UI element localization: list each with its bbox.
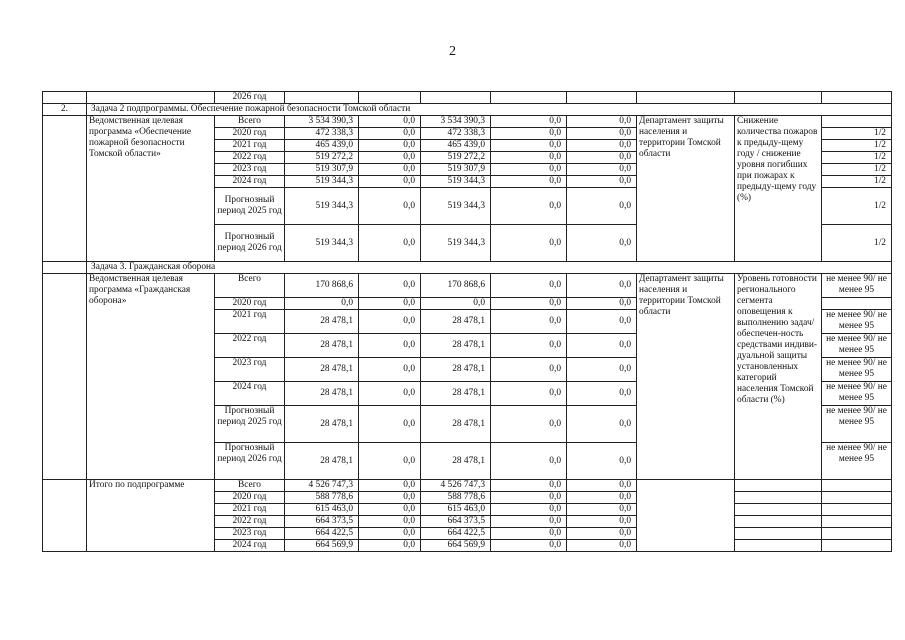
indicator-cell: Снижение количества пожаров к предыду-щему году / снижение уровня погибших при пожарах к предыду-щему году (%) <box>735 116 822 262</box>
federal-cell: 0,0 <box>359 128 421 140</box>
other-cell: 0,0 <box>567 540 637 552</box>
year-cell: Прогнозный период 2026 год <box>215 225 285 262</box>
total-cell: 28 478,1 <box>285 334 359 358</box>
year-cell: 2020 год <box>215 492 285 504</box>
local-cell: 0,0 <box>491 382 567 406</box>
total-cell: 664 373,5 <box>285 516 359 528</box>
regional-cell: 28 478,1 <box>421 310 491 334</box>
year-cell: 2021 год <box>215 310 285 334</box>
table-row <box>43 274 892 298</box>
federal-cell: 0,0 <box>359 516 421 528</box>
year-cell: 2024 год <box>215 540 285 552</box>
department-cell: Департамент защиты населения и территории Томской области <box>637 274 735 480</box>
indicator-value: не менее 90/ не менее 95 <box>822 310 892 334</box>
local-cell: 0,0 <box>491 152 567 164</box>
federal-cell: 0,0 <box>359 540 421 552</box>
task-title: Задача 3. Гражданская оборона <box>87 262 892 274</box>
other-cell: 0,0 <box>567 492 637 504</box>
page-number: 2 <box>449 44 456 59</box>
local-cell: 0,0 <box>491 492 567 504</box>
indicator-value: не менее 90/ не менее 95 <box>822 334 892 358</box>
other-cell: 0,0 <box>567 164 637 176</box>
year-cell: 2023 год <box>215 164 285 176</box>
total-cell: 0,0 <box>285 298 359 310</box>
federal-cell: 0,0 <box>359 116 421 128</box>
task-header-row <box>43 262 892 274</box>
indicator-value <box>822 504 892 516</box>
other-cell: 0,0 <box>567 310 637 334</box>
local-cell: 0,0 <box>491 176 567 188</box>
row-number-cell <box>43 116 87 262</box>
summary-label: Итого по подпрограмме <box>87 480 215 552</box>
task-title: Задача 2 подпрограммы. Обеспечение пожарной безопасности Томской области <box>87 104 892 116</box>
federal-cell: 0,0 <box>359 528 421 540</box>
year-cell: 2022 год <box>215 516 285 528</box>
regional-cell: 28 478,1 <box>421 334 491 358</box>
other-cell: 0,0 <box>567 504 637 516</box>
local-cell: 0,0 <box>491 116 567 128</box>
total-cell: 170 868,6 <box>285 274 359 298</box>
other-cell: 0,0 <box>567 443 637 480</box>
regional-cell: 519 344,3 <box>421 176 491 188</box>
department-cell <box>637 480 735 552</box>
indicator-cell <box>735 480 822 492</box>
federal-cell: 0,0 <box>359 298 421 310</box>
other-cell: 0,0 <box>567 274 637 298</box>
total-cell: 664 422,5 <box>285 528 359 540</box>
federal-cell: 0,0 <box>359 358 421 382</box>
year-cell: Всего <box>215 116 285 128</box>
other-cell: 0,0 <box>567 176 637 188</box>
federal-cell: 0,0 <box>359 406 421 443</box>
indicator-cell <box>735 504 822 516</box>
other-cell: 0,0 <box>567 480 637 492</box>
total-cell: 28 478,1 <box>285 358 359 382</box>
local-cell: 0,0 <box>491 140 567 152</box>
task-number <box>43 262 87 274</box>
local-cell: 0,0 <box>491 504 567 516</box>
other-cell: 0,0 <box>567 128 637 140</box>
other-cell: 0,0 <box>567 188 637 225</box>
regional-cell: 28 478,1 <box>421 358 491 382</box>
indicator-cell: Уровень готовности регионального сегмента оповещения к выполнению задач/ обеспечен-ность средствами индиви-дуальной защиты установленных категорий населения Томской области (%) <box>735 274 822 480</box>
total-cell: 519 344,3 <box>285 188 359 225</box>
program-name: Ведомственная целевая программа «Обеспечение пожарной безопасности Томской области» <box>87 116 215 262</box>
indicator-value <box>822 540 892 552</box>
federal-cell: 0,0 <box>359 334 421 358</box>
indicator-value <box>822 116 892 128</box>
table-row <box>43 480 892 492</box>
other-cell: 0,0 <box>567 225 637 262</box>
regional-cell: 519 307,9 <box>421 164 491 176</box>
other-cell: 0,0 <box>567 528 637 540</box>
regional-cell: 664 569,9 <box>421 540 491 552</box>
total-cell: 519 344,3 <box>285 176 359 188</box>
indicator-value <box>822 480 892 492</box>
year-cell: 2022 год <box>215 152 285 164</box>
federal-cell: 0,0 <box>359 176 421 188</box>
other-cell: 0,0 <box>567 298 637 310</box>
year-cell: Всего <box>215 480 285 492</box>
indicator-value <box>822 492 892 504</box>
federal-cell: 0,0 <box>359 492 421 504</box>
year-cell: 2021 год <box>215 504 285 516</box>
federal-cell: 0,0 <box>359 188 421 225</box>
local-cell: 0,0 <box>491 128 567 140</box>
indicator-value: не менее 90/ не менее 95 <box>822 406 892 443</box>
program-name: Ведомственная целевая программа «Гражданская оборона» <box>87 274 215 480</box>
total-cell: 588 778,6 <box>285 492 359 504</box>
indicator-cell <box>735 528 822 540</box>
federal-cell: 0,0 <box>359 140 421 152</box>
local-cell: 0,0 <box>491 188 567 225</box>
year-cell: 2022 год <box>215 334 285 358</box>
regional-cell: 0,0 <box>421 298 491 310</box>
indicator-cell <box>735 492 822 504</box>
regional-cell: 615 463,0 <box>421 504 491 516</box>
local-cell: 0,0 <box>491 406 567 443</box>
indicator-value: 1/2 <box>822 188 892 225</box>
indicator-value: не менее 90/ не менее 95 <box>822 382 892 406</box>
federal-cell: 0,0 <box>359 504 421 516</box>
total-cell: 465 439,0 <box>285 140 359 152</box>
indicator-value: 1/2 <box>822 164 892 176</box>
other-cell: 0,0 <box>567 358 637 382</box>
task-header-row <box>43 104 892 116</box>
year-cell: 2021 год <box>215 140 285 152</box>
federal-cell: 0,0 <box>359 310 421 334</box>
local-cell: 0,0 <box>491 516 567 528</box>
total-cell: 519 272,2 <box>285 152 359 164</box>
federal-cell: 0,0 <box>359 152 421 164</box>
federal-cell: 0,0 <box>359 274 421 298</box>
row-number-cell <box>43 274 87 480</box>
indicator-value: не менее 90/ не менее 95 <box>822 358 892 382</box>
regional-cell: 465 439,0 <box>421 140 491 152</box>
other-cell: 0,0 <box>567 382 637 406</box>
indicator-cell <box>735 540 822 552</box>
other-cell: 0,0 <box>567 406 637 443</box>
year-cell: 2020 год <box>215 128 285 140</box>
year-cell: 2020 год <box>215 298 285 310</box>
regional-cell: 28 478,1 <box>421 382 491 406</box>
other-cell: 0,0 <box>567 152 637 164</box>
indicator-value: 1/2 <box>822 176 892 188</box>
year-cell: 2023 год <box>215 528 285 540</box>
total-cell: 28 478,1 <box>285 443 359 480</box>
other-cell: 0,0 <box>567 516 637 528</box>
regional-cell: 170 868,6 <box>421 274 491 298</box>
federal-cell: 0,0 <box>359 225 421 262</box>
other-cell: 0,0 <box>567 116 637 128</box>
local-cell: 0,0 <box>491 480 567 492</box>
indicator-value <box>822 298 892 310</box>
row-number-cell <box>43 480 87 552</box>
year-cell: Всего <box>215 274 285 298</box>
total-cell: 28 478,1 <box>285 382 359 406</box>
table-row <box>43 92 892 104</box>
subprogram-table <box>42 91 892 552</box>
regional-cell: 28 478,1 <box>421 443 491 480</box>
total-cell: 519 307,9 <box>285 164 359 176</box>
local-cell: 0,0 <box>491 540 567 552</box>
year-cell: Прогнозный период 2025 год <box>215 406 285 443</box>
department-cell: Департамент защиты населения и территории Томской области <box>637 116 735 262</box>
indicator-value: 1/2 <box>822 128 892 140</box>
local-cell: 0,0 <box>491 528 567 540</box>
year-cell: Прогнозный период 2026 год <box>215 443 285 480</box>
regional-cell: 519 272,2 <box>421 152 491 164</box>
local-cell: 0,0 <box>491 225 567 262</box>
regional-cell: 472 338,3 <box>421 128 491 140</box>
local-cell: 0,0 <box>491 443 567 480</box>
year-cell: 2026 год <box>215 92 285 104</box>
regional-cell: 519 344,3 <box>421 188 491 225</box>
indicator-value: 1/2 <box>822 140 892 152</box>
other-cell: 0,0 <box>567 140 637 152</box>
regional-cell: 4 526 747,3 <box>421 480 491 492</box>
indicator-value <box>822 528 892 540</box>
total-cell: 3 534 390,3 <box>285 116 359 128</box>
regional-cell: 519 344,3 <box>421 225 491 262</box>
total-cell: 519 344,3 <box>285 225 359 262</box>
year-cell: 2024 год <box>215 382 285 406</box>
regional-cell: 664 422,5 <box>421 528 491 540</box>
local-cell: 0,0 <box>491 334 567 358</box>
other-cell: 0,0 <box>567 334 637 358</box>
total-cell: 4 526 747,3 <box>285 480 359 492</box>
total-cell: 664 569,9 <box>285 540 359 552</box>
total-cell: 28 478,1 <box>285 406 359 443</box>
indicator-value: 1/2 <box>822 225 892 262</box>
local-cell: 0,0 <box>491 358 567 382</box>
table-row <box>43 116 892 128</box>
federal-cell: 0,0 <box>359 164 421 176</box>
federal-cell: 0,0 <box>359 443 421 480</box>
indicator-value: 1/2 <box>822 152 892 164</box>
task-number: 2. <box>43 104 87 116</box>
local-cell: 0,0 <box>491 298 567 310</box>
federal-cell: 0,0 <box>359 480 421 492</box>
indicator-value: не менее 90/ не менее 95 <box>822 274 892 298</box>
year-cell: 2024 год <box>215 176 285 188</box>
year-cell: 2023 год <box>215 358 285 382</box>
total-cell: 472 338,3 <box>285 128 359 140</box>
regional-cell: 28 478,1 <box>421 406 491 443</box>
indicator-value <box>822 516 892 528</box>
regional-cell: 664 373,5 <box>421 516 491 528</box>
regional-cell: 3 534 390,3 <box>421 116 491 128</box>
local-cell: 0,0 <box>491 274 567 298</box>
indicator-value: не менее 90/ не менее 95 <box>822 443 892 480</box>
local-cell: 0,0 <box>491 164 567 176</box>
federal-cell: 0,0 <box>359 382 421 406</box>
local-cell: 0,0 <box>491 310 567 334</box>
year-cell: Прогнозный период 2025 год <box>215 188 285 225</box>
regional-cell: 588 778,6 <box>421 492 491 504</box>
total-cell: 28 478,1 <box>285 310 359 334</box>
total-cell: 615 463,0 <box>285 504 359 516</box>
indicator-cell <box>735 516 822 528</box>
